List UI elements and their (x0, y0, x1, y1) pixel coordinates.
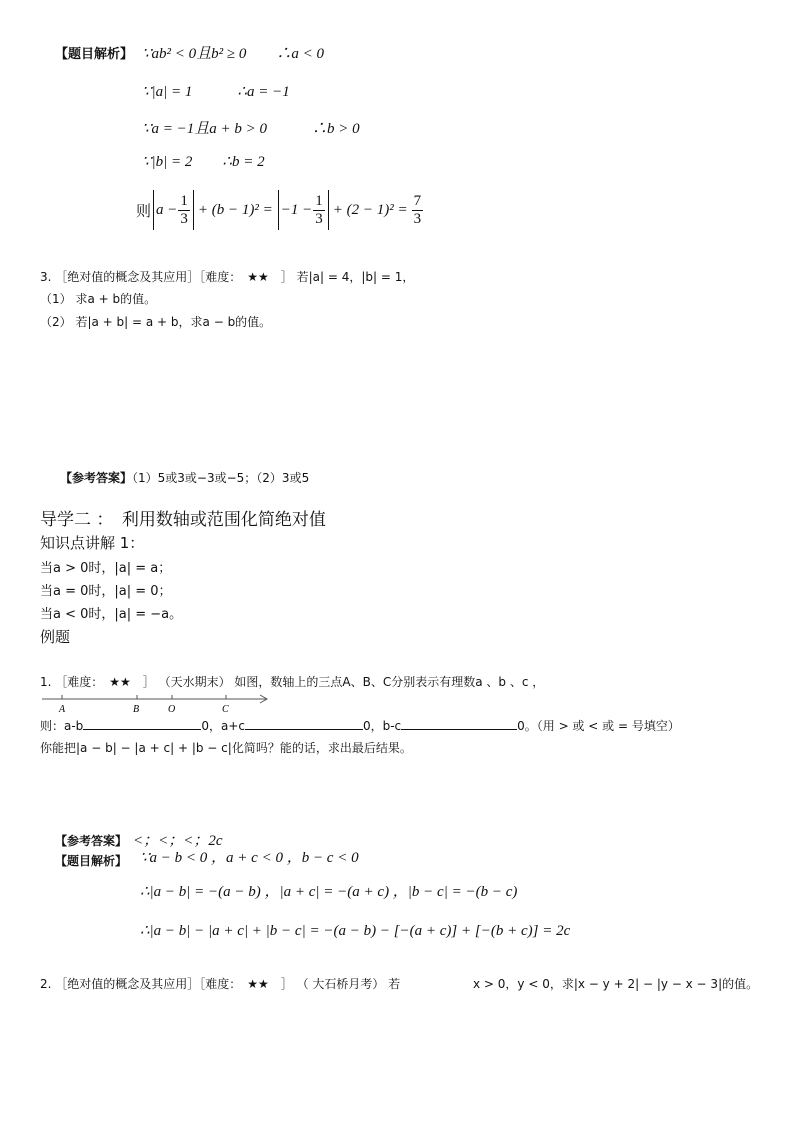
point-label-o: O (168, 704, 176, 715)
analysis-line-3: ∵a = −1且a + b > 0 ∴b > 0 (142, 121, 360, 137)
analysis-line-5 (136, 190, 424, 230)
reference-answer-text: <；<；<；2c (133, 833, 223, 849)
section-title: 导学二 ： 利用数轴或范围化简绝对值 (40, 510, 326, 530)
example-heading: 例题 (40, 628, 71, 646)
analysis-label: 【题目解析】 (55, 47, 134, 62)
answer-blank-2[interactable] (245, 717, 363, 730)
question-3-heading: 3. ［绝对值的概念及其应用］［难度： ★★ ］ 若|a| = 4，|b| = 1， (40, 270, 415, 284)
reference-answer-text: （1）5或3或−3或−5；（2）3或5 (132, 471, 310, 485)
question-2-condition: x > 0，y < 0，求|x − y + 2| − |y − x − 3|的值。 (473, 977, 759, 991)
expr-2-minus-1-squared: + (2 − 1)² = (332, 201, 408, 218)
reference-answer-1 (60, 469, 309, 486)
reference-answer-label: 【参考答案】 (60, 471, 133, 485)
fraction-one-third: $\frac{1}{3}$ (180, 192, 188, 227)
abs-bar (153, 190, 154, 230)
answer-blank-3[interactable] (401, 717, 517, 730)
example-1-heading: 1. ［难度： ★★ ］ （天水期末） 如图，数轴上的三点A、B、C分别表示有理数a 、b 、c ， (40, 675, 545, 689)
fraction-one-third: $\frac{1}{3}$ (315, 192, 323, 227)
analysis-label: 【题目解析】 (55, 854, 128, 868)
rule-negative: 当a < 0时，|a| = −a。 (40, 607, 183, 622)
analysis2-line-1: ∵a − b < 0 ，a + c < 0 ，b − c < 0 (140, 850, 359, 866)
analysis-line-4: ∵|b| = 2 ∴b = 2 (142, 154, 265, 170)
analysis2-line-3: ∴|a − b| − |a + c| + |b − c| = −(a − b) − [−(a + c)] + [−(b + c)] = 2c (140, 923, 571, 939)
answer-blank-1[interactable] (83, 717, 201, 730)
example-1-question: 你能把|a − b| − |a + c| + |b − c|化简吗？能的话，求出最后结果。 (40, 741, 412, 755)
rule-zero: 当a = 0时，|a| = 0； (40, 584, 172, 599)
question-3-part-1: （1） 求a + b的值。 (40, 292, 157, 306)
number-line (38, 690, 274, 716)
point-label-c: C (222, 704, 229, 715)
abs-bar (278, 190, 279, 230)
analysis-line-1: ∵ab² < 0且b² ≥ 0 ∴a < 0 (142, 46, 325, 62)
reference-answer-label: 【参考答案】 (55, 834, 128, 848)
analysis-line-5-prefix: 则 (136, 201, 152, 220)
analysis-line-2: ∵|a| = 1 ∴a = −1 (142, 84, 290, 100)
expr-neg1-minus: −1 − (280, 201, 313, 218)
expr-b-minus-1-squared: + (b − 1)² = (197, 201, 273, 218)
fill-text-instruction: 0。（用 > 或 < 或 = 号填空） (517, 719, 680, 733)
abs-bar (328, 190, 329, 230)
expr-a-minus: a − (156, 201, 178, 218)
knowledge-point-heading: 知识点讲解 1： (40, 534, 145, 552)
point-label-a: A (59, 704, 66, 715)
point-label-b: B (133, 704, 140, 715)
fill-text-b-minus-c: 0，b-c (362, 719, 402, 733)
question-2-heading: 2. ［绝对值的概念及其应用］［难度： ★★ ］ （ 大石桥月考） 若 (40, 977, 401, 991)
question-3-part-2: （2） 若|a + b| = a + b，求a − b的值。 (40, 315, 272, 329)
fill-text-a-plus-c: 0，a+c (201, 719, 245, 733)
rule-positive: 当a > 0时，|a| = a； (40, 561, 172, 576)
fraction-seven-thirds: $\frac{7}{3}$ (413, 192, 422, 227)
fill-text-a-minus-b: 则：a-b (40, 719, 84, 733)
abs-bar (193, 190, 194, 230)
analysis2-line-2: ∴|a − b| = −(a − b) ，|a + c| = −(a + c) ，|b − c| = −(b − c) (140, 884, 518, 900)
fill-blank-line (40, 717, 680, 734)
